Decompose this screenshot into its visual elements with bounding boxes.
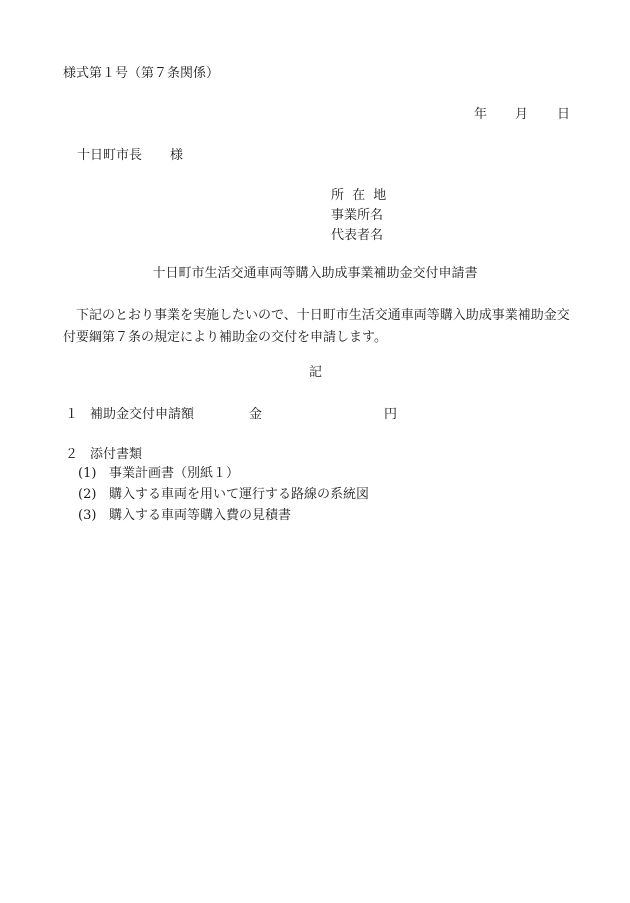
addressee-honorific: 様 [170,148,184,163]
addressee-name: 十日町市長 [77,148,143,163]
date-year-label: 年 [474,107,488,122]
item1-number: １ [65,407,79,422]
body-paragraph: 下記のとおり事業を実施したいので、十日町市生活交通車両等購入助成事業補助金交付要綱第７条の規定により補助金の交付を申請します。 [63,308,570,345]
item2-number: ２ [65,447,79,462]
attachment-number: (2) [78,487,97,502]
form-number: 様式第１号（第７条関係） [63,66,220,81]
applicant-address-label: 所 在 地 [331,188,389,203]
item1-label: 補助金交付申請額 [90,407,195,422]
attachment-number: (3) [78,508,97,523]
date-day-label: 日 [557,107,571,122]
document-title: 十日町市生活交通車両等購入助成事業補助金交付申請書 [152,266,478,281]
applicant-office-label: 事業所名 [331,208,384,223]
attachment-number: (1) [78,466,97,481]
applicant-representative-label: 代表者名 [331,228,384,243]
date-month-label: 月 [515,107,529,122]
attachment-text: 購入する車両等購入費の見積書 [109,508,292,523]
item1-amount-unit: 円 [384,407,398,422]
ki-heading: 記 [309,365,323,380]
attachment-text: 購入する車両を用いて運行する路線の系統図 [109,487,370,502]
attachment-text: 事業計画書（別紙１） [109,466,240,481]
item2-label: 添付書類 [90,447,143,462]
item1-amount-prefix: 金 [249,407,263,422]
